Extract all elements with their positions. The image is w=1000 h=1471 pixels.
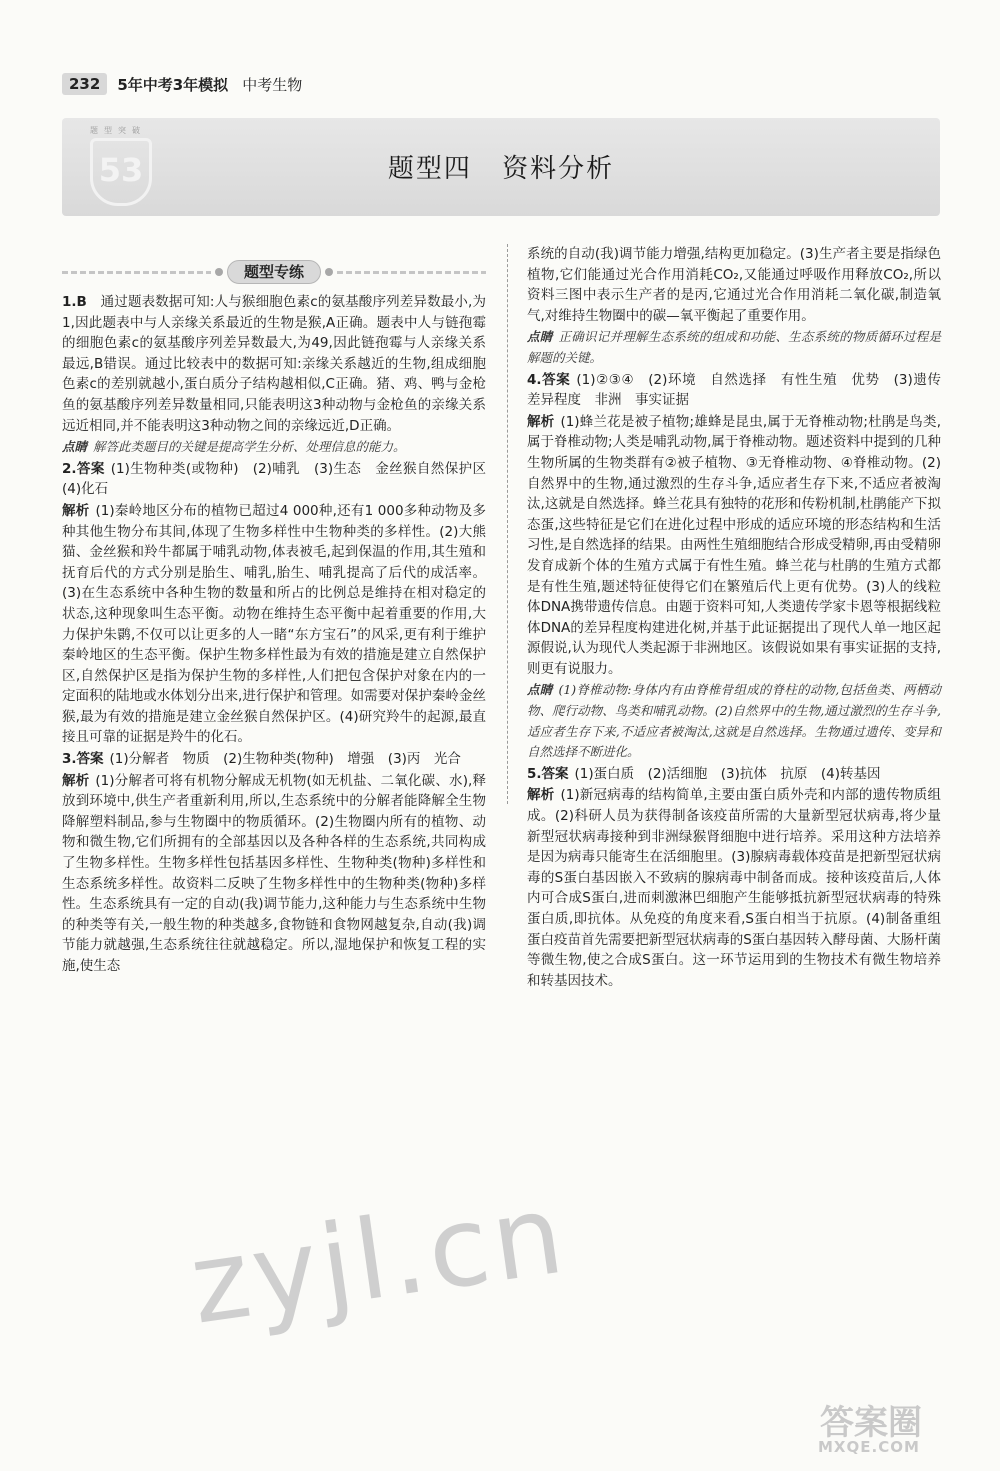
bullet-icon: [325, 268, 333, 276]
q1-tip-label: 点睛: [62, 439, 88, 455]
banner-title-right: 资料分析: [502, 154, 615, 184]
q4-answer-label: 答案: [541, 371, 571, 388]
column-divider: [507, 244, 508, 804]
right-column: [527, 244, 955, 992]
q3-analysis-label: 解析: [62, 772, 90, 789]
q5-analysis: [527, 785, 941, 991]
left-column: [62, 260, 500, 978]
q2-analysis-text: (1)秦岭地区分布的植物已超过4 000种,还有1 000多种动物及多种其他生物分布其间,体现了生物多样性中生物种类的多样性。(2)大熊猫、金丝猴和羚牛都属于哺乳动物,体表被毛,起到保温的作用,其生殖和抚育后代的方式分别是胎生、哺乳,胎生、哺乳提高了后代的成活率。(3)在生态系统中各种生物的数量和所占的比例总是维持在相对稳定的状态,这种现象叫生态平衡。动物在维持生态平衡中起着重要的作用,大力保护朱鹮,不仅可以让更多的人一睹“东方宝石”的风采,更有利于维护秦岭地区的生态平衡。保护生物多样性最为有效的措施是建立自然保护区,自然保护区是指为保护生物的多样性,人们把包含保护对象在内的一定面积的陆地或水体划分出来,进行保护和管理。如需要对保护秦岭金丝猴,最为有效的措施是建立金丝猴自然保护区。(4)研究羚牛的起源,最直接且可靠的证据是羚牛的化石。: [62, 502, 486, 746]
dashed-line: [337, 271, 486, 274]
q5-answer-text: (1)蛋白质 (2)活细胞 (3)抗体 抗原 (4)转基因: [574, 765, 881, 782]
q4-num: 4.: [527, 371, 542, 388]
q4-analysis: [527, 412, 941, 680]
q2-answer: [62, 459, 500, 500]
section-banner: [62, 118, 940, 216]
q3-answer-label: 答案: [76, 751, 104, 768]
banner-title-left: 题型四: [387, 154, 472, 184]
q4-answer-text: (1)②③④ (2)环境 自然选择 有性生殖 优势 (3)遗传 差异程度 非洲 事实证据: [527, 371, 955, 409]
q3-tip: [527, 327, 941, 368]
q4-tip: [527, 680, 941, 762]
banner-label: 题型突破: [90, 126, 146, 135]
q5-answer: [527, 764, 941, 785]
q4-analysis-label: 解析: [527, 413, 555, 430]
q3-analysis-text: (1)分解者可将有机物分解成无机物(如无机盐、二氧化碳、水),释放到环境中,供生产者重新利用,所以,生态系统中的分解者能降解全生物降解塑料制品,参与生物圈中的物质循环。(2)生物圈内所有的植物、动物和微生物,它们所拥有的全部基因以及各种各样的生态系统,共同构成了生物多样性。生物多样性包括基因多样性、生物种类(物种)多样性和生态系统多样性。故资料二反映了生物多样性中的生物种类(物种)多样性。生态系统具有一定的自动(我)调节能力,这种能力与生态系统中生物的种类等有关,一般生物的种类越多,食物链和食物网越复杂,自动(我)调节能力就越强,生态系统往往就越稳定。所以,湿地保护和恢复工程的实施,使生态: [62, 772, 486, 974]
q3-analysis: [62, 771, 486, 977]
q3-continued: 系统的自动(我)调节能力增强,结构更加稳定。(3)生产者主要是指绿色植物,它们能通过光合作用消耗CO₂,又能通过呼吸作用释放CO₂,所以资料三图中表示生产者的是丙,它通过光合作用消耗二氧化碳,制造氧气,对维持生物圈中的碳—氧平衡起了重要作用。: [527, 246, 941, 324]
banner-title: [62, 148, 940, 185]
q1-tip: [62, 437, 486, 458]
q2-analysis-label: 解析: [62, 502, 90, 519]
q1-text: [62, 292, 486, 436]
q2-analysis: [62, 501, 486, 748]
q3-answer: [62, 749, 486, 770]
q4-tip-label: 点睛: [527, 682, 553, 698]
shield-icon: 53: [90, 138, 152, 206]
page-header: [62, 72, 302, 96]
q2-num: 2.: [62, 460, 77, 477]
section-heading: [62, 260, 486, 284]
q1-body: 通过题表数据可知:人与猴细胞色素c的氨基酸序列差异数最小,为1,因此题表中与人亲缘关系最近的生物是猴,A正确。题表中人与链孢霉的细胞色素c的氨基酸序列差异数最大,为49,因此链孢霉与人亲缘关系最远,B错误。通过比较表中的数据可知:亲缘关系越近的生物,组成细胞色素c的差别就越小,蛋白质分子结构越相似,C正确。猪、鸡、鸭与金枪鱼的氨基酸序列差异数量相同,只能表明这3种动物与金枪鱼的亲缘关系远近相同,并不能表明这3种动物之间的亲缘远近,D正确。: [62, 294, 487, 434]
watermark-main: zyjl.cn: [182, 1169, 575, 1349]
q3-num: 3.: [62, 751, 77, 768]
series-title: 5年中考3年模拟: [117, 75, 229, 94]
q4-tip-text: (1)脊椎动物:身体内有由脊椎骨组成的脊柱的动物,包括鱼类、两栖动物、爬行动物、鸟类和哺乳动物。(2)自然界中的生物,通过激烈的生存斗争,适应者生存下来,不适应者被淘汰,这就是自然选择。生物通过遗传、变异和自然选择不断进化。: [527, 682, 941, 760]
page-number: 232: [62, 73, 107, 95]
q3-answer-text: (1)分解者 物质 (2)生物种类(物种) 增强 (3)丙 光合: [109, 751, 461, 768]
watermark-corner: 答案圈: [820, 1403, 922, 1443]
dashed-line: [62, 271, 211, 274]
q1-tip-text: 解答此类题目的关键是提高学生分析、处理信息的能力。: [93, 439, 406, 455]
q5-num: 5.: [527, 765, 542, 782]
subject-title: 中考生物: [242, 75, 303, 94]
bullet-icon: [215, 268, 223, 276]
q1-num: 1.B: [62, 294, 87, 310]
q5-analysis-text: (1)新冠病毒的结构简单,主要由蛋白质外壳和内部的遗传物质组成。(2)科研人员为获得制备该疫苗所需的大量新型冠状病毒,将少量新型冠状病毒接种到非洲绿猴肾细胞中进行培养。采用这种方法培养是因为病毒只能寄生在活细胞里。(3)腺病毒载体疫苗是把新型冠状病毒的S蛋白基因嵌入不致病的腺病毒中制备而成。接种该疫苗后,人体内可合成S蛋白,进而刺激淋巴细胞产生能够抵抗新型冠状病毒的特殊蛋白质,即抗体。从免疫的角度来看,S蛋白相当于抗原。(4)制备重组蛋白疫苗首先需要把新型冠状病毒的S蛋白基因转入酵母菌、大肠杆菌等微生物,使之合成S蛋白。这一环节运用到的生物技术有微生物培养和转基因技术。: [527, 787, 942, 989]
q3-tip-text: 正确识记并理解生态系统的组成和功能、生态系统的物质循环过程是解题的关键。: [527, 329, 941, 365]
section-heading-label: 题型专练: [227, 260, 321, 285]
q2-answer-label: 答案: [76, 460, 105, 477]
q5-answer-label: 答案: [541, 765, 569, 782]
q3-tip-label: 点睛: [527, 329, 553, 345]
q5-analysis-label: 解析: [527, 787, 555, 804]
q4-answer: [527, 370, 955, 411]
q4-analysis-text: (1)蜂兰花是被子植物;雄蜂是昆虫,属于无脊椎动物;杜鹃是鸟类,属于脊椎动物;人类是哺乳动物,属于脊椎动物。题述资料中提到的几种生物所属的生物类群有②被子植物、③无脊椎动物、④脊椎动物。(2)自然界中的生物,通过激烈的生存斗争,适应者生存下来,不适应者被淘汰,这就是自然选择。蜂兰花具有独特的花形和传粉机制,杜鹃能产下拟态蛋,这些特征是它们在进化过程中形成的适应环境的形态结构和生活习性,是自然选择的结果。由两性生殖细胞结合形成受精卵,再由受精卵发育成新个体的生殖方式属于有性生殖。蜂兰花与杜鹃的生殖方式都是有性生殖,题述特征使得它们在繁殖后代上更有优势。(3)人的线粒体DNA携带遗传信息。由题于资料可知,人类遗传学家卡恩等根据线粒体DNA的差异程度构建进化树,并基于此证据提出了现代人单一地区起源假说,认为现代人类起源于非洲地区。该假说如果有事实证据的支持,则更有说服力。: [527, 413, 941, 677]
watermark-corner-url: MXQE.COM: [818, 1438, 920, 1456]
q2-answer-text: (1)生物种类(或物种) (2)哺乳 (3)生态 金丝猴自然保护区 (4)化石: [62, 460, 500, 498]
